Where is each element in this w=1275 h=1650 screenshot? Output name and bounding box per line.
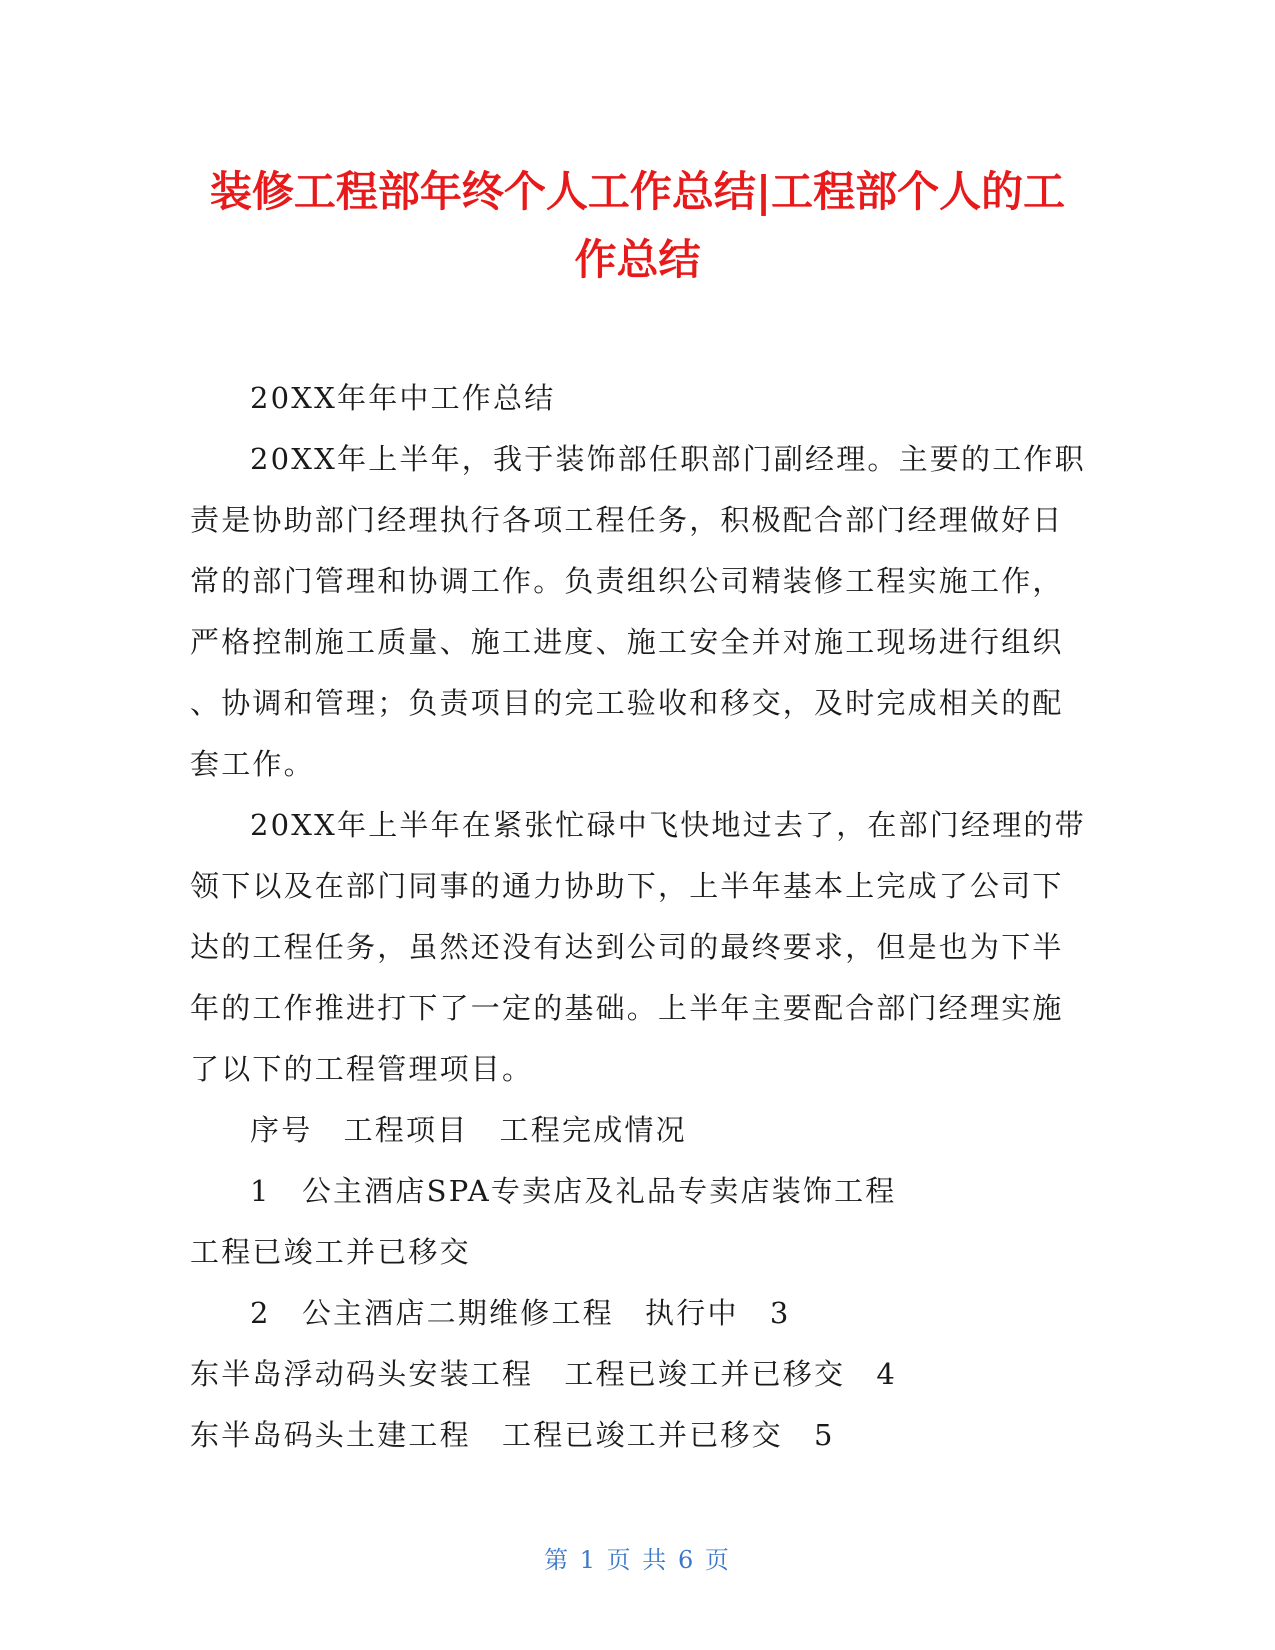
paragraph-line: 达的工程任务，虽然还没有达到公司的最终要求，但是也为下半 [190,930,1064,964]
table-row-line: 1 公主酒店SPA专卖店及礼品专卖店装饰工程 [250,1174,897,1208]
document-body [190,368,1086,1466]
paragraph-line: 常的部门管理和协调工作。负责组织公司精装修工程实施工作， [190,564,1064,598]
paragraph-line: 了以下的工程管理项目。 [190,1052,534,1086]
title-line-2: 作总结 [574,235,701,284]
table-row-line: 工程已竣工并已移交 [190,1235,471,1269]
table-row-line: 东半岛浮动码头安装工程 工程已竣工并已移交 4 [190,1357,898,1391]
paragraph-line: 、协调和管理；负责项目的完工验收和移交，及时完成相关的配 [190,686,1064,720]
table-row-line: 东半岛码头土建工程 工程已竣工并已移交 5 [190,1418,835,1452]
paragraph-line: 20XX年上半年在紧张忙碌中飞快地过去了，在部门经理的带 [250,808,1086,842]
title-line-1: 装修工程部年终个人工作总结|工程部个人的工 [209,167,1066,216]
document-title [150,158,1125,294]
table-header-line: 序号 工程项目 工程完成情况 [250,1113,687,1147]
page-number-footer: 第 1 页 共 6 页 [544,1546,731,1574]
section-heading: 20XX年年中工作总结 [250,381,556,415]
paragraph-line: 严格控制施工质量、施工进度、施工安全并对施工现场进行组织 [190,625,1064,659]
paragraph-line: 领下以及在部门同事的通力协助下，上半年基本上完成了公司下 [190,869,1064,903]
paragraph-line: 责是协助部门经理执行各项工程任务，积极配合部门经理做好日 [190,503,1064,537]
paragraph-line: 套工作。 [190,747,315,781]
table-row-line: 2 公主酒店二期维修工程 执行中 3 [250,1296,791,1330]
paragraph-line: 20XX年上半年，我于装饰部任职部门副经理。主要的工作职 [250,442,1086,476]
paragraph-line: 年的工作推进打下了一定的基础。上半年主要配合部门经理实施 [190,991,1064,1025]
